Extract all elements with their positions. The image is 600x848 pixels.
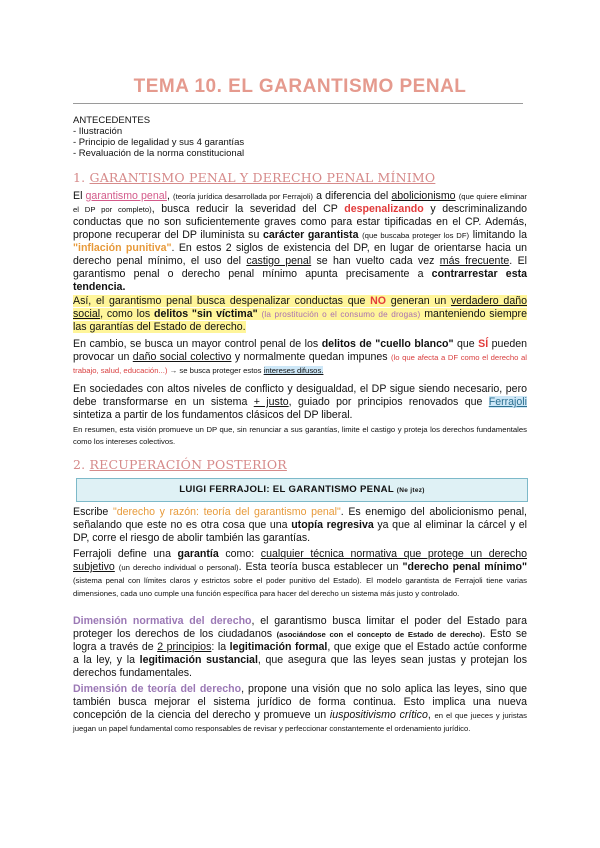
text-run: , que asegura que las leyes sean justas y protejan los derechos fundamentales. [73, 654, 527, 679]
term-caracter-garantista: carácter garantista [262, 229, 359, 241]
text-run: , [427, 709, 435, 721]
text-run: ya que al eliminar la cárcel y el DP, corre el riesgo de abolir también las garantías. [73, 519, 527, 544]
note-run: (un derecho individual o personal) [118, 563, 239, 572]
term-si: SÍ [478, 338, 489, 350]
term-garantismo: garantismo penal [85, 190, 167, 202]
text-run: Así, el garantismo penal busca despenalizar conductas que [73, 295, 371, 307]
term-verdadero-dano-social: verdadero daño social [73, 295, 527, 320]
text-run: : la [211, 641, 230, 653]
text-run: sintetiza a partir de los fundamentos clásicos del DP liberal. [73, 409, 353, 421]
paragraph-cuello-blanco [73, 338, 527, 377]
section-1-heading [73, 170, 435, 185]
section-2-number: 2. [73, 457, 86, 472]
text-run: y normalmente quedan impunes [231, 351, 391, 363]
text-run: Ferrajoli define una [73, 548, 178, 560]
antecedentes-item: - Ilustración [73, 126, 123, 137]
term-despenalizando: despenalizando [344, 203, 424, 215]
term-dimension-normativa: Dimensión normativa del derecho [73, 615, 252, 627]
term-definicion-garantia: cualquier técnica normativa que protege un derecho subjetivo [73, 548, 527, 573]
section-2-heading [73, 457, 287, 472]
term-intereses-difusos: intereses difusos. [263, 366, 324, 375]
term-legitimacion-formal: legitimación formal [229, 641, 328, 653]
text-run: , propone una visión que no solo aplica las leyes, sino que también busca mejorar el sistema jurídico de forma continua. Esto implica una nueva concepción de la ciencia del derecho y promueve un [73, 683, 528, 721]
term-mas-frecuente: más frecuente [439, 255, 510, 267]
section-1-number: 1. [73, 170, 86, 185]
paragraph-garantia [73, 548, 527, 600]
antecedentes-item: - Revaluación de la norma constitucional [73, 148, 245, 159]
note-run: (teoría jurídica desarrollada por Ferrajoli) [173, 192, 313, 201]
text-run: manteniendo siempre las garantías del Estado de derecho. [73, 308, 527, 333]
section-2-title: RECUPERACIÓN POSTERIOR [89, 457, 287, 472]
text-run: pueden provocar un [73, 338, 528, 363]
text-run: como: [218, 548, 261, 560]
note-run: (asociándose con el concepto de Estado de derecho) [276, 630, 483, 639]
paragraph-escribe [73, 506, 527, 545]
paragraph-dimension-normativa [73, 615, 527, 680]
text-run: En cambio, se busca un mayor control penal de los [73, 338, 322, 350]
paragraph-despenalizar [73, 295, 527, 334]
paragraph-resumen: En resumen, esta visión promueve un DP que, sin renunciar a sus garantías, limite el castigo y proteja los derechos fundamentales como los intereses colectivos. [73, 425, 527, 446]
term-ferrajoli: Ferrajoli [488, 396, 527, 408]
text-run: , el garantismo busca limitar el poder del Estado para proteger los derechos de los ciudadanos [73, 615, 527, 640]
term-mas-justo: + justo [253, 396, 289, 408]
note-run: (sistema penal con límites claros y estrictos sobre el poder punitivo del Estado). [73, 576, 362, 585]
text-run: , busca reducir la severidad del CP [151, 203, 345, 215]
paragraph-dimension-teoria [73, 683, 527, 735]
term-2-principios: 2 principios [157, 641, 212, 653]
term-abolicionismo: abolicionismo [391, 190, 456, 202]
text-run: se han vuelto cada vez [311, 255, 440, 267]
note-run: (que buscaba proteger los DF) [362, 231, 470, 240]
paragraph-garantismo-intro [73, 190, 527, 294]
term-garantia: garantía [177, 548, 219, 560]
antecedentes-item: - Principio de legalidad y sus 4 garantías [73, 137, 245, 148]
title-divider [73, 103, 523, 104]
antecedentes-block [73, 115, 543, 159]
text-run: . En estos 2 siglos de existencia del DP, en lugar de orientarse hacia un derecho penal mínimo, el uso del [73, 242, 527, 267]
term-cuello-blanco: delitos de "cuello blanco" [321, 338, 454, 350]
text-run: generan un [386, 295, 451, 307]
text-run: . Esto se logra a través de [73, 628, 528, 653]
text-run: → se busca proteger estos [167, 366, 264, 375]
note-run: (lo que afecta a DF como el derecho al trabajo, salud, educación...) [73, 353, 527, 375]
box-title: LUIGI FERRAJOLI: EL GARANTISMO PENAL [179, 484, 394, 495]
term-legitimacion-sustancial: legitimación sustancial [139, 654, 258, 666]
text-run: a diferencia del [312, 190, 392, 202]
text-run: . El garantismo penal o derecho penal mínimo apunta precisamente a [73, 255, 527, 280]
term-obra: "derecho y razón: teoría del garantismo penal" [112, 506, 341, 518]
note-run: (la prostitución o el consumo de drogas) [261, 310, 421, 319]
text-run: que [453, 338, 479, 350]
text-run: , que exige que el Estado actúe conforme a la ley, y la [73, 641, 527, 666]
box-note: (Ne jtez) [396, 487, 425, 494]
text-run: limitando la [469, 229, 528, 241]
text-run: , guiado por principios renovados que [288, 396, 489, 408]
note-run: en el que jueces y juristas juegan un papel fundamental como responsables de revisar y perfeccionar constantemente el ordenamiento jurídico. [73, 711, 527, 733]
antecedentes-heading: ANTECEDENTES [73, 115, 151, 126]
term-derecho-penal-minimo: "derecho penal mínimo" [402, 561, 527, 573]
text-run: El [73, 190, 86, 202]
note-run: (que quiere eliminar el DP por completo) [73, 192, 527, 214]
term-iuspositivismo-critico: iuspositivismo crítico [329, 709, 428, 721]
text-run: , como los [100, 308, 154, 320]
term-castigo-penal: castigo penal [246, 255, 312, 267]
text-run: y descriminalizando conductas que no son suficientemente graves como para estar tipificadas en el CP. Además, propone recuperar del DP iluminista su [73, 203, 527, 241]
section-1-title: GARANTISMO PENAL Y DERECHO PENAL MÍNIMO [89, 170, 436, 185]
text-run: . Es enemigo del abolicionismo penal, señalando que este no es otra cosa que una [73, 506, 527, 531]
term-dimension-teoria: Dimensión de teoría del derecho [73, 683, 242, 695]
text-run: En sociedades con altos niveles de conflicto y desigualdad, el DP sigue siendo necesario, pero debe transformarse en un sistema [73, 383, 527, 408]
note-run: El modelo garantista de Ferrajoli tiene varias dimensiones, cada uno cumple una función específica para hacer del derecho un sistema más justo y controlado. [73, 576, 527, 598]
paragraph-sociedades [73, 383, 527, 422]
term-no: NO [370, 295, 387, 307]
term-contrarrestar: contrarrestar esta tendencia. [73, 268, 528, 293]
text-run: . Esta teoría busca establecer un [238, 561, 403, 573]
ferrajoli-heading-box [76, 478, 528, 502]
term-delitos-sin-victima: delitos "sin víctima" [153, 308, 258, 320]
term-inflacion-punitiva: "inflación punitiva" [73, 242, 172, 254]
text-run: , [166, 190, 174, 202]
page-title: TEMA 10. EL GARANTISMO PENAL [133, 76, 467, 97]
text-run: Escribe [73, 506, 113, 518]
term-utopia-regresiva: utopía regresiva [291, 519, 374, 531]
term-dano-social-colectivo: daño social colectivo [132, 351, 232, 363]
